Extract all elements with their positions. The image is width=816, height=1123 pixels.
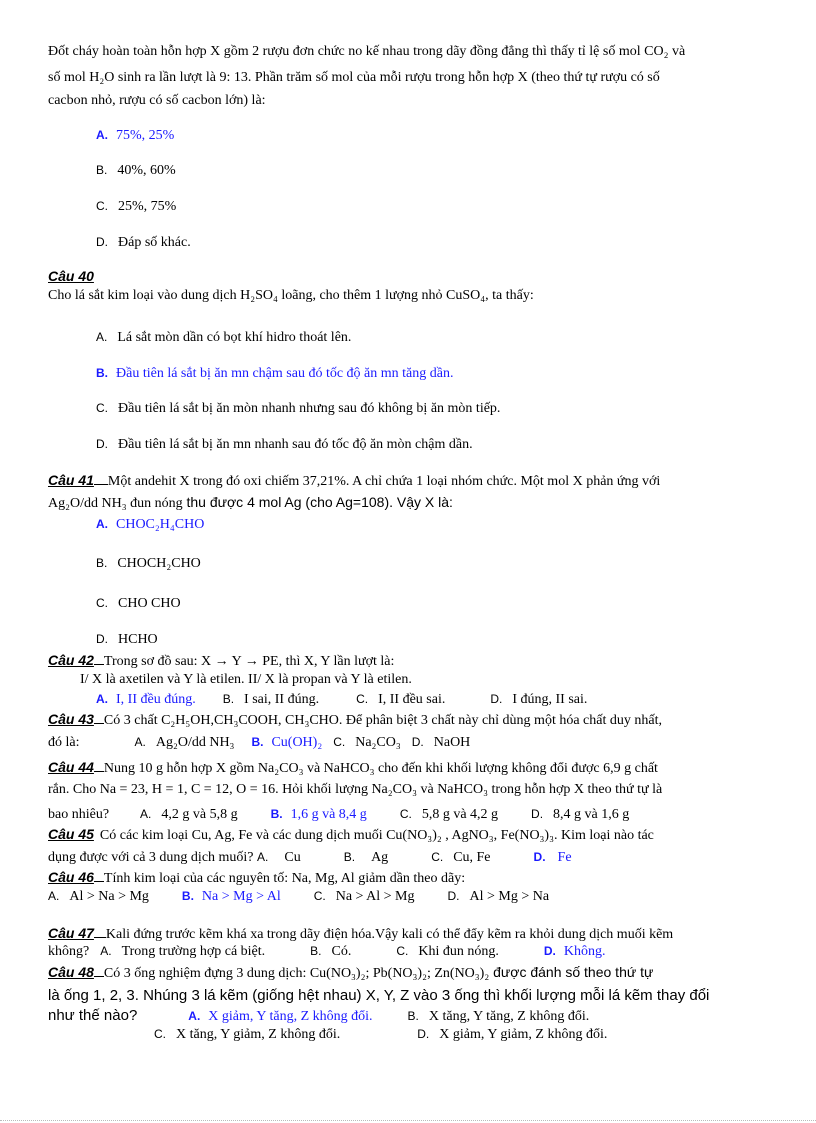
q42-option-d: D. I đúng, II sai. <box>490 692 588 707</box>
q39-stem-line2: số mol H₂O sinh ra lần lượt là 9: 13. Phần trăm số mol của mỗi rượu trong hỗn hợp X (theo thứ tự rượu có số <box>48 70 660 85</box>
q45-option-b: B. Ag <box>343 850 389 865</box>
q47-option-d: D. Không. <box>543 944 606 959</box>
q48-option-c: C. X tăng, Y giảm, Z không đổi. <box>154 1027 341 1042</box>
q45-option-a: A. Cu <box>257 850 301 865</box>
q48-option-d: D. X giảm, Y giảm, Z không đổi. <box>417 1027 608 1042</box>
q43-heading: Câu 43 <box>48 711 94 727</box>
q44-heading: Câu 44 <box>48 759 94 775</box>
q46-option-a: A. Al > Na > Mg <box>48 889 149 904</box>
q47-line1: Câu 47 Kali đứng trước kẽm khá xa trong dãy điện hóa.Vậy kali có thể đẩy kẽm ra khỏi dung dịch muối kẽm <box>48 925 674 942</box>
q39-option-c: C. 25%, 75% <box>96 199 177 214</box>
q42-line2: I/ X là axetilen và Y là etilen. II/ X là propan và Y là etilen. <box>80 672 412 687</box>
q44-line1: Câu 44 Nung 10 g hỗn hợp X gồm Na₂CO₃ và NaHCO₃ cho đến khi khối lượng không đổi được 6,9 g chất <box>48 759 658 776</box>
q39-stem-line1: Đốt cháy hoàn toàn hỗn hợp X gồm 2 rượu đơn chức no kế nhau trong dãy đồng đẳng thì thấy tỉ lệ số mol CO₂ và <box>48 44 686 59</box>
q41-line2: Ag₂O/dd NH₃ đun nóng thu được 4 mol Ag (cho Ag=108). Vậy X là: <box>48 494 453 511</box>
q48-heading: Câu 48 <box>48 964 94 980</box>
q46-option-b: B. Na > Mg > Al <box>181 889 281 904</box>
q42-heading: Câu 42 <box>48 652 94 668</box>
q40-stem: Cho lá sắt kim loại vào dung dịch H₂SO₄ loãng, cho thêm 1 lượng nhỏ CuSO₄, ta thấy: <box>48 288 534 303</box>
q40-option-d: D. Đầu tiên lá sắt bị ăn mn nhanh sau đó tốc độ ăn mòn chậm dần. <box>96 437 473 452</box>
q43-option-a: A. Ag₂O/dd NH₃ <box>134 735 235 750</box>
q46-option-d: D. Al > Mg > Na <box>447 889 550 904</box>
q48-line1: Câu 48 Có 3 ống nghiệm đựng 3 dung dịch: Cu(NO₃)₂; Pb(NO₃)₂; Zn(NO₃)₂ được đánh số theo thứ tự <box>48 964 654 981</box>
q42-option-a: A. I, II đều đúng. <box>96 692 196 707</box>
q40-option-b: B. Đầu tiên lá sắt bị ăn mn chậm sau đó tốc độ ăn mn tăng dần. <box>96 366 454 381</box>
q46-line1: Câu 46 Tính kim loại của các nguyên tố: Na, Mg, Al giảm dần theo dãy: <box>48 869 466 886</box>
q44-line3: bao nhiêu? A. 4,2 g và 5,8 g B. 1,6 g và 8,4 g C. 5,8 g và 4,2 g D. 8,4 g và 1,6 g <box>48 807 630 822</box>
q45-line1: Câu 45 Có các kim loại Cu, Ag, Fe và các dung dịch muối Cu(NO₃)₂ , AgNO₃, Fe(NO₃)₃. Kim loại nào tác <box>48 826 654 843</box>
q45-heading: Câu 45 <box>48 826 94 842</box>
q41-option-a: A. CHOC₂H₄CHO <box>96 517 205 532</box>
q42-options <box>96 692 587 708</box>
q41-line1: Câu 41 Một andehit X trong đó oxi chiếm 37,21%. A chỉ chứa 1 loại nhóm chức. Một mol X phản ứng với <box>48 472 661 489</box>
q44-line2: rắn. Cho Na = 23, H = 1, C = 12, O = 16. Hỏi khối lượng Na₂CO₃ và NaHCO₃ trong hỗn hợp X theo thứ tự là <box>48 782 663 797</box>
q42-option-b: B. I sai, II đúng. <box>222 692 320 707</box>
q43-option-b: B. Cu(OH)₂ <box>251 735 323 750</box>
q43-option-c: C. Na₂CO₃ <box>333 735 401 750</box>
q39-option-a: A. 75%, 25% <box>96 128 175 143</box>
q48-option-b: B. X tăng, Y tăng, Z không đổi. <box>407 1009 590 1024</box>
q44-option-d: D. 8,4 g và 1,6 g <box>531 807 630 822</box>
q44-option-a: A. 4,2 g và 5,8 g <box>140 807 238 822</box>
q40-option-a: A. Lá sắt mòn dần có bọt khí hidro thoát lên. <box>96 330 352 345</box>
q40-option-c: C. Đầu tiên lá sắt bị ăn mòn nhanh nhưng sau đó không bị ăn mòn tiếp. <box>96 401 501 416</box>
q42-option-c: C. I, II đều sai. <box>356 692 446 707</box>
q40-heading: Câu 40 <box>48 268 94 284</box>
q45-option-d: D. Fe <box>533 850 572 865</box>
q48-line2: là ống 1, 2, 3. Nhúng 3 lá kẽm (giống hệt nhau) X, Y, Z vào 3 ống thì khối lượng mỗi lá kẽm thay đổi <box>48 987 710 1004</box>
q41-heading: Câu 41 <box>48 472 94 488</box>
q41-option-d: D. HCHO <box>96 632 158 647</box>
q46-heading: Câu 46 <box>48 869 94 885</box>
q48-line4 <box>154 1027 607 1043</box>
q39-option-b: B. 40%, 60% <box>96 163 176 178</box>
q47-heading: Câu 47 <box>48 925 94 941</box>
q39-option-d: D. Đáp số khác. <box>96 235 191 250</box>
q41-option-b: B. CHOCH₂CHO <box>96 556 201 571</box>
q42-line1: Câu 42 Trong sơ đồ sau: X → Y → PE, thì X, Y lần lượt là: <box>48 652 395 669</box>
q44-option-b: B. 1,6 g và 8,4 g <box>270 807 367 822</box>
q47-line2: không? A. Trong trường hợp cá biệt. B. Có. C. Khi đun nóng. D. Không. <box>48 944 606 959</box>
q43-option-d: D. NaOH <box>411 735 471 750</box>
q43-line1: Câu 43 Có 3 chất C₂H₅OH,CH₃COOH, CH₃CHO. Để phân biệt 3 chất này chỉ dùng một hóa chất duy nhất, <box>48 711 662 728</box>
q46-option-c: C. Na > Al > Mg <box>313 889 415 904</box>
q45-option-c: C. Cu, Fe <box>431 850 491 865</box>
q48-line3: như thế nào? A. X giảm, Y tăng, Z không đổi. B. X tăng, Y tăng, Z không đổi. <box>48 1007 590 1024</box>
q47-option-b: B. Có. <box>310 944 352 959</box>
q43-line2: đó là: A. Ag₂O/dd NH₃ B. Cu(OH)₂ C. Na₂CO₃ D. NaOH <box>48 735 471 750</box>
q41-option-c: C. CHO CHO <box>96 596 181 611</box>
q45-line2: dụng được với cả 3 dung dịch muối? A. Cu B. Ag C. Cu, Fe D. Fe <box>48 850 572 865</box>
q48-option-a: A. X giảm, Y tăng, Z không đổi. <box>188 1009 373 1024</box>
q39-stem-line3: cacbon nhỏ, rượu có số cacbon lớn) là: <box>48 93 266 108</box>
page-bottom-divider <box>0 1120 816 1121</box>
q47-option-c: C. Khi đun nóng. <box>396 944 499 959</box>
q44-option-c: C. 5,8 g và 4,2 g <box>399 807 499 822</box>
q47-option-a: A. Trong trường hợp cá biệt. <box>100 944 266 959</box>
q46-options <box>48 889 549 905</box>
